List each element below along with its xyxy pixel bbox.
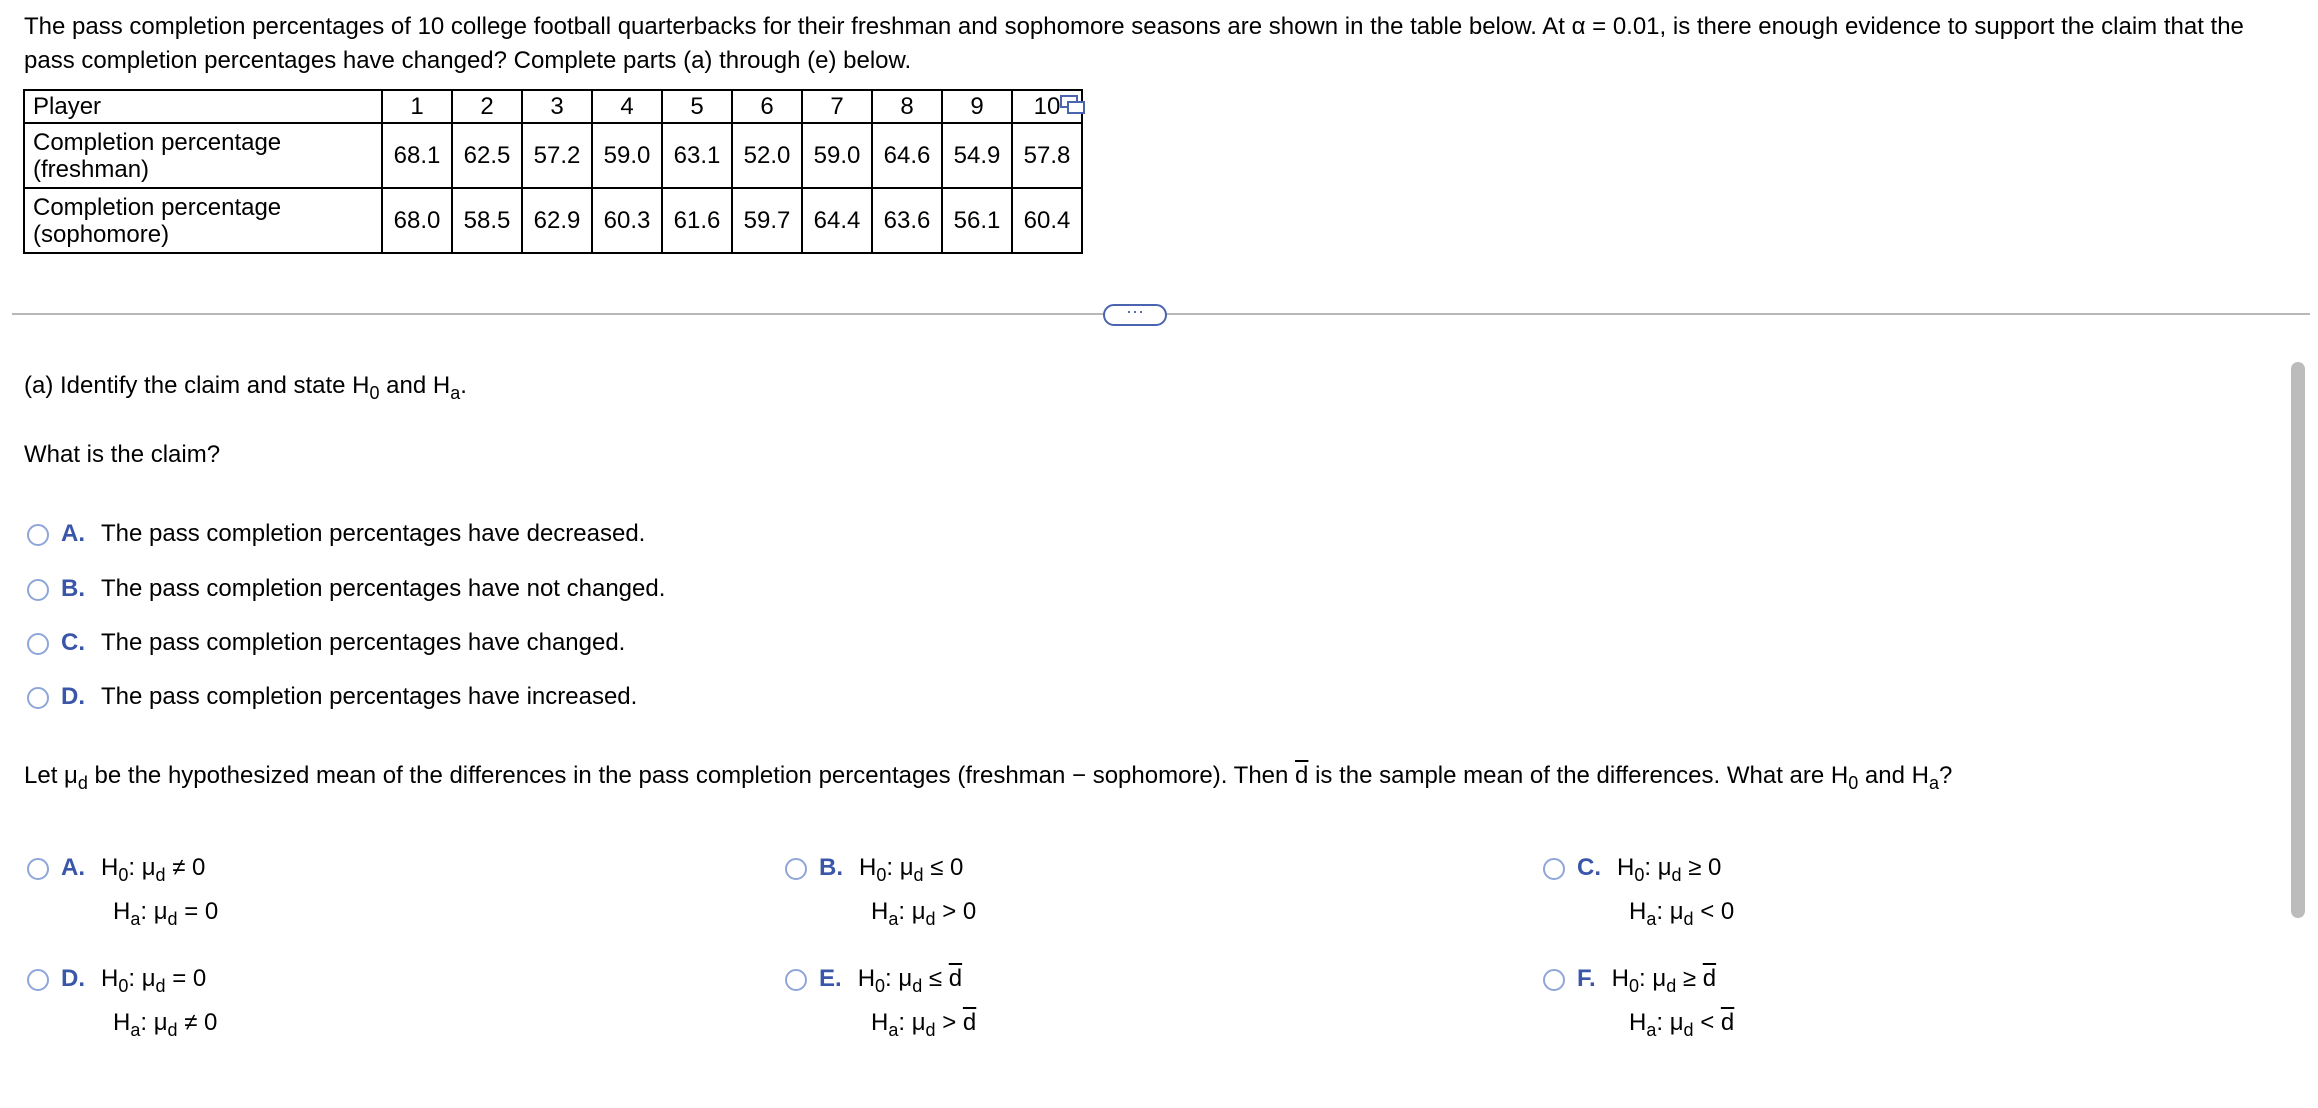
h0-statement: $H_0$: $\mu_d = 0$ xyxy=(101,965,207,996)
sophomore-cell: 60.3 xyxy=(592,188,662,253)
sophomore-cell: 56.1 xyxy=(942,188,1012,253)
freshman-cell: 57.8 xyxy=(1012,123,1082,188)
h0-statement: $H_0$: $\mu_d \ne 0$ xyxy=(101,854,206,885)
sophomore-cell: 63.6 xyxy=(872,188,942,253)
player-cell: 8 xyxy=(872,90,942,123)
freshman-cell: 68.1 xyxy=(382,123,452,188)
claim-option-b[interactable]: B. The pass completion percentages have not changed. xyxy=(27,575,665,603)
ha-statement: $H_a$: $\mu_d \ne 0$ xyxy=(113,1009,218,1040)
sophomore-cell: 64.4 xyxy=(802,188,872,253)
sophomore-cell: 61.6 xyxy=(662,188,732,253)
sophomore-cell: 58.5 xyxy=(452,188,522,253)
radio-button[interactable] xyxy=(785,858,807,880)
claim-option-c[interactable]: C. The pass completion percentages have changed. xyxy=(27,629,625,657)
player-cell: 5 xyxy=(662,90,732,123)
freshman-cell: 54.9 xyxy=(942,123,1012,188)
ha-statement: $H_a$: $\mu_d = 0$ xyxy=(113,898,219,929)
player-cell: 9 xyxy=(942,90,1012,123)
ha-statement: $H_a$: $\mu_d > \overline{d}$ xyxy=(871,1009,977,1040)
radio-button[interactable] xyxy=(27,579,49,601)
sophomore-cell: 68.0 xyxy=(382,188,452,253)
player-cell: 7 xyxy=(802,90,872,123)
hypothesis-option-a[interactable]: A. $H_0$: $\mu_d \ne 0$ $H_a$: $\mu_d = 0$ xyxy=(27,846,218,934)
h0-statement: $H_0$: $\mu_d \ge \overline{d}$ xyxy=(1611,965,1717,996)
hypothesis-option-f[interactable]: F. $H_0$: $\mu_d \ge \overline{d}$ $H_a$: $\mu_d < \overline{d}$ xyxy=(1543,957,1734,1045)
radio-button[interactable] xyxy=(27,524,49,546)
player-cell: 6 xyxy=(732,90,802,123)
claim-option-a[interactable]: A. The pass completion percentages have decreased. xyxy=(27,520,645,548)
data-table xyxy=(23,89,1083,254)
radio-button[interactable] xyxy=(785,969,807,991)
hypothesis-option-c[interactable]: C. $H_0$: $\mu_d \ge 0$ $H_a$: $\mu_d < 0$ xyxy=(1543,846,1734,934)
copy-icon[interactable] xyxy=(1060,95,1086,115)
player-cell: 3 xyxy=(522,90,592,123)
player-cell: 4 xyxy=(592,90,662,123)
sophomore-cell: 59.7 xyxy=(732,188,802,253)
h0-statement: $H_0$: $\mu_d \le \overline{d}$ xyxy=(857,965,963,996)
radio-button[interactable] xyxy=(1543,858,1565,880)
problem-intro: The pass completion percentages of 10 college football quarterbacks for their freshman and sophomore seasons are shown in the table below. At α = 0.01, is there enough evidence to support the claim that the pass completion percentages have changed? Complete parts (a) through (e) below. xyxy=(24,13,2244,74)
hypothesis-question: Let $\mu_d$ be the hypothesized mean of the differences in the pass completion percentages (freshman − sophomore). Then $\overline{d}$ is the sample mean of the differences. What are $H_0$ and $H_a$? xyxy=(24,762,1953,793)
freshman-row-label: Completion percentage (freshman) xyxy=(24,123,382,188)
radio-button[interactable] xyxy=(27,633,49,655)
claim-question: What is the claim? xyxy=(24,441,221,468)
table-header-row xyxy=(24,90,1082,123)
h0-statement: $H_0$: $\mu_d \ge 0$ xyxy=(1617,854,1722,885)
freshman-cell: 62.5 xyxy=(452,123,522,188)
freshman-cell: 59.0 xyxy=(592,123,662,188)
part-a-heading: (a) Identify the claim and state $H_0$ and $H_a$. xyxy=(24,372,467,403)
freshman-cell: 52.0 xyxy=(732,123,802,188)
radio-button[interactable] xyxy=(27,969,49,991)
scrollbar-thumb[interactable] xyxy=(2291,362,2305,918)
ha-statement: $H_a$: $\mu_d < \overline{d}$ xyxy=(1629,1009,1735,1040)
radio-button[interactable] xyxy=(27,858,49,880)
player-cell: 2 xyxy=(452,90,522,123)
hypothesis-option-e[interactable]: E. $H_0$: $\mu_d \le \overline{d}$ $H_a$: $\mu_d > \overline{d}$ xyxy=(785,957,976,1045)
freshman-cell: 63.1 xyxy=(662,123,732,188)
ha-statement: $H_a$: $\mu_d < 0$ xyxy=(1629,898,1735,929)
radio-button[interactable] xyxy=(27,687,49,709)
sophomore-cell: 60.4 xyxy=(1012,188,1082,253)
hypothesis-option-d[interactable]: D. $H_0$: $\mu_d = 0$ $H_a$: $\mu_d \ne 0$ xyxy=(27,957,217,1045)
h0-statement: $H_0$: $\mu_d \le 0$ xyxy=(859,854,964,885)
freshman-cell: 59.0 xyxy=(802,123,872,188)
player-cell: 10 xyxy=(1012,90,1082,123)
sophomore-row xyxy=(24,188,1082,253)
claim-option-d[interactable]: D. The pass completion percentages have increased. xyxy=(27,683,637,711)
table-header-label: Player xyxy=(24,90,382,123)
freshman-cell: 57.2 xyxy=(522,123,592,188)
sophomore-row-label: Completion percentage (sophomore) xyxy=(24,188,382,253)
more-options-icon[interactable]: ··· xyxy=(1103,304,1167,326)
player-cell: 1 xyxy=(382,90,452,123)
freshman-cell: 64.6 xyxy=(872,123,942,188)
hypothesis-option-b[interactable]: B. $H_0$: $\mu_d \le 0$ $H_a$: $\mu_d > 0$ xyxy=(785,846,976,934)
sophomore-cell: 62.9 xyxy=(522,188,592,253)
ha-statement: $H_a$: $\mu_d > 0$ xyxy=(871,898,977,929)
freshman-row xyxy=(24,123,1082,188)
radio-button[interactable] xyxy=(1543,969,1565,991)
